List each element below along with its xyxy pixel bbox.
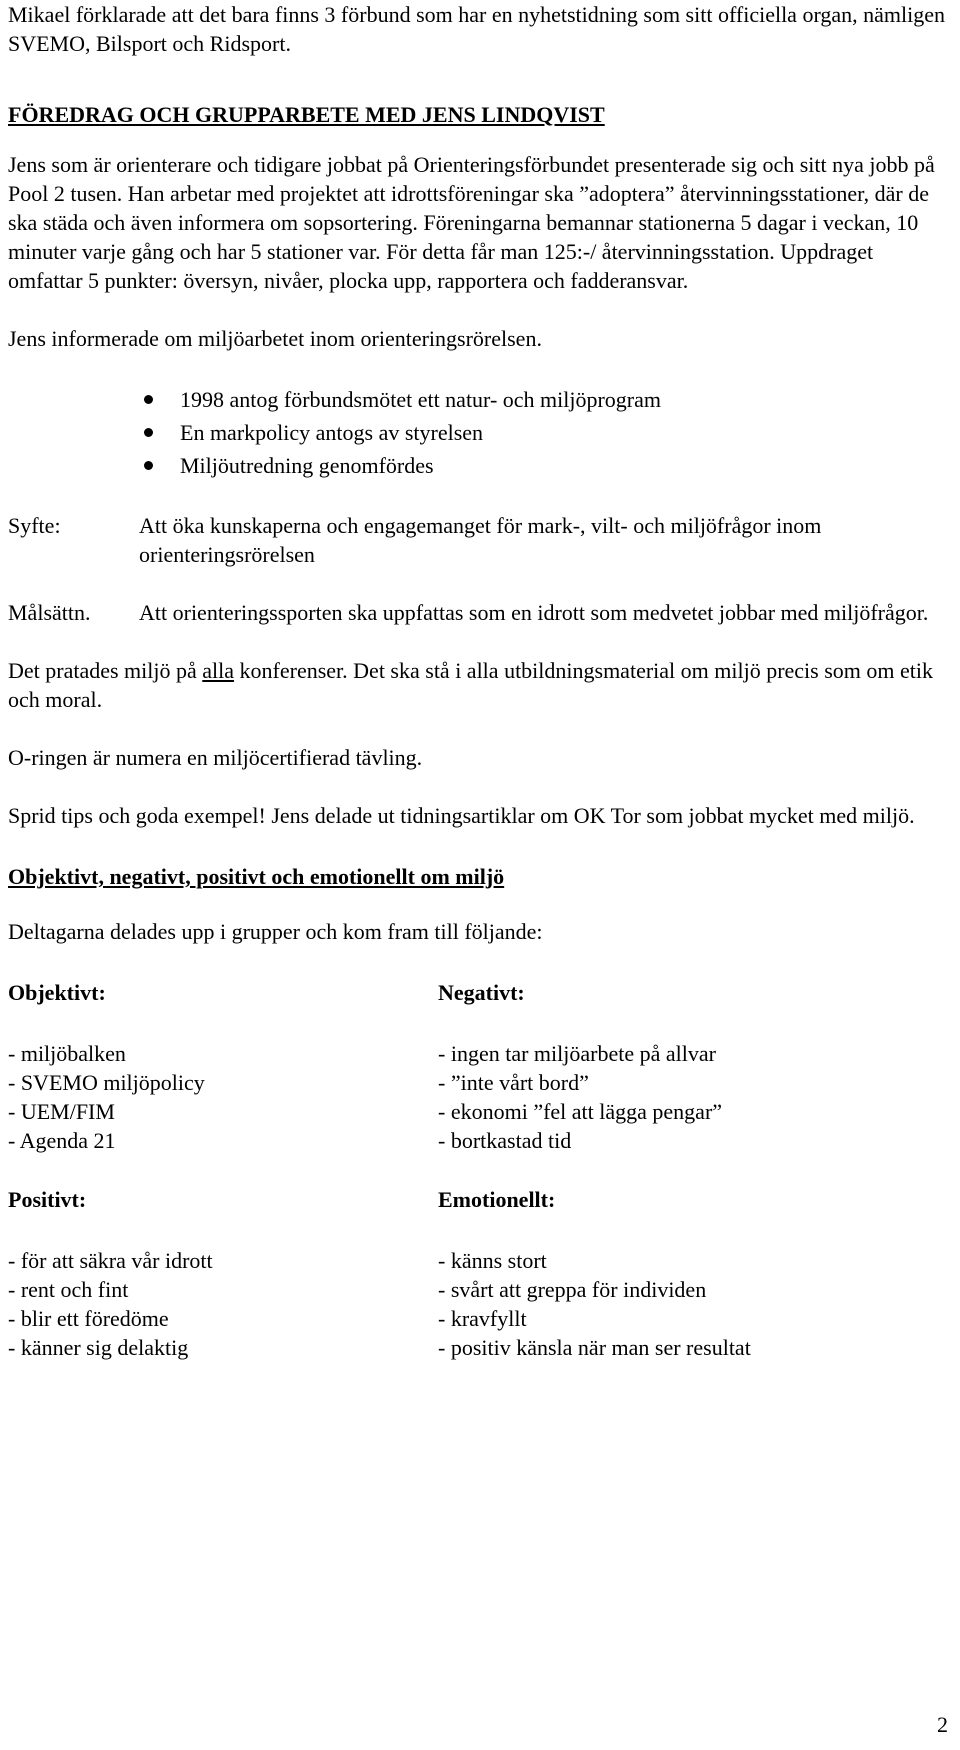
paragraph-environment-work: Jens informerade om miljöarbetet inom orienteringsrörelsen. [8, 326, 542, 351]
intro-paragraph: Mikael förklarade att det bara finns 3 förbund som har en nyhetstidning som sitt officiella organ, nämligen SVEMO, Bilsport och Ridsport. [8, 2, 946, 56]
list-item: - ”inte vårt bord” [438, 1070, 589, 1095]
document-page [8, 0, 948, 1362]
list-item: - kravfyllt [438, 1306, 527, 1331]
underlined-word: alla [202, 658, 235, 683]
list-item: - rent och fint [8, 1277, 129, 1302]
paragraph-conferences-start: Det pratades miljö på [8, 658, 203, 683]
list-item: - ekonomi ”fel att lägga pengar” [438, 1099, 723, 1124]
list-item: - bortkastad tid [438, 1128, 572, 1153]
objective-title: Objektivt: [8, 980, 106, 1005]
list-item: - blir ett föredöme [8, 1306, 169, 1331]
goal-label: Målsättn. [8, 600, 91, 625]
columns-row-1 [8, 978, 948, 1155]
bullet-item [180, 416, 948, 449]
objective-list [8, 1039, 438, 1155]
page-number: 2 [937, 1712, 948, 1737]
negative-title: Negativt: [438, 980, 525, 1005]
list-item: - känner sig delaktig [8, 1335, 189, 1360]
paragraph-jens-intro: Jens som är orienterare och tidigare jobbat på Orienteringsförbundet presenterade sig och sitt nya jobb på Pool 2 tusen. Han arbetar med projektet att idrottsföreningar ska ”adoptera” återvinningsstationer, där de ska städa och även informera om sopsortering. Föreningarna bemannar stationerna 5 dagar i veckan, 10 minuter varje gång och har 5 stationer var. För detta får man 125:-/ återvinningsstation. Uppdraget omfattar 5 punkter: översyn, nivåer, plocka upp, rapportera och fadderansvar. [8, 152, 935, 293]
paragraph-groups: Deltagarna delades upp i grupper och kom fram till följande: [8, 919, 543, 944]
bullet-icon [144, 461, 153, 470]
list-item: - miljöbalken [8, 1041, 126, 1066]
purpose-text: Att öka kunskaperna och engagemanget för mark-, vilt- och miljöfrågor inom orienteringsrörelsen [139, 513, 822, 567]
section-heading-group-work: Objektivt, negativt, positivt och emotionellt om miljö [8, 864, 505, 889]
list-item: - känns stort [438, 1248, 547, 1273]
section-heading-lecture: FÖREDRAG OCH GRUPPARBETE MED JENS LINDQVIST [8, 102, 605, 127]
list-item: - för att säkra vår idrott [8, 1248, 213, 1273]
bullet-icon [144, 428, 153, 437]
positive-title: Positivt: [8, 1187, 87, 1212]
bullet-list [8, 383, 948, 482]
bullet-item [180, 383, 948, 416]
objective-column [8, 978, 438, 1155]
purpose-label: Syfte: [8, 513, 61, 538]
paragraph-conferences-end: konferenser. Det ska stå i alla utbildningsmaterial om miljö precis som om etik och moral. [8, 658, 934, 712]
list-item: - SVEMO miljöpolicy [8, 1070, 205, 1095]
emotional-list [438, 1246, 938, 1362]
list-item: - ingen tar miljöarbete på allvar [438, 1041, 716, 1066]
list-item: - positiv känsla när man ser resultat [438, 1335, 751, 1360]
negative-list [438, 1039, 938, 1155]
emotional-title: Emotionellt: [438, 1187, 556, 1212]
bullet-text: 1998 antog förbundsmötet ett natur- och miljöprogram [180, 387, 662, 412]
list-item: - UEM/FIM [8, 1099, 115, 1124]
goal-text: Att orienteringssporten ska uppfattas som en idrott som medvetet jobbar med miljöfrågor. [139, 600, 929, 625]
positive-list [8, 1246, 438, 1362]
paragraph-conferences [8, 656, 948, 714]
list-item: - svårt att greppa för individen [438, 1277, 707, 1302]
emotional-column [438, 1185, 938, 1362]
goal-row [8, 598, 948, 627]
paragraph-tips: Sprid tips och goda exempel! Jens delade ut tidningsartiklar om OK Tor som jobbat mycket med miljö. [8, 803, 915, 828]
purpose-row [8, 511, 948, 569]
positive-column [8, 1185, 438, 1362]
paragraph-o-ringen: O-ringen är numera en miljöcertifierad tävling. [8, 745, 423, 770]
bullet-text: Miljöutredning genomfördes [180, 453, 434, 478]
bullet-icon [144, 395, 153, 404]
negative-column [438, 978, 938, 1155]
columns-row-2 [8, 1185, 948, 1362]
bullet-text: En markpolicy antogs av styrelsen [180, 420, 484, 445]
list-item: - Agenda 21 [8, 1128, 116, 1153]
bullet-item [180, 449, 948, 482]
